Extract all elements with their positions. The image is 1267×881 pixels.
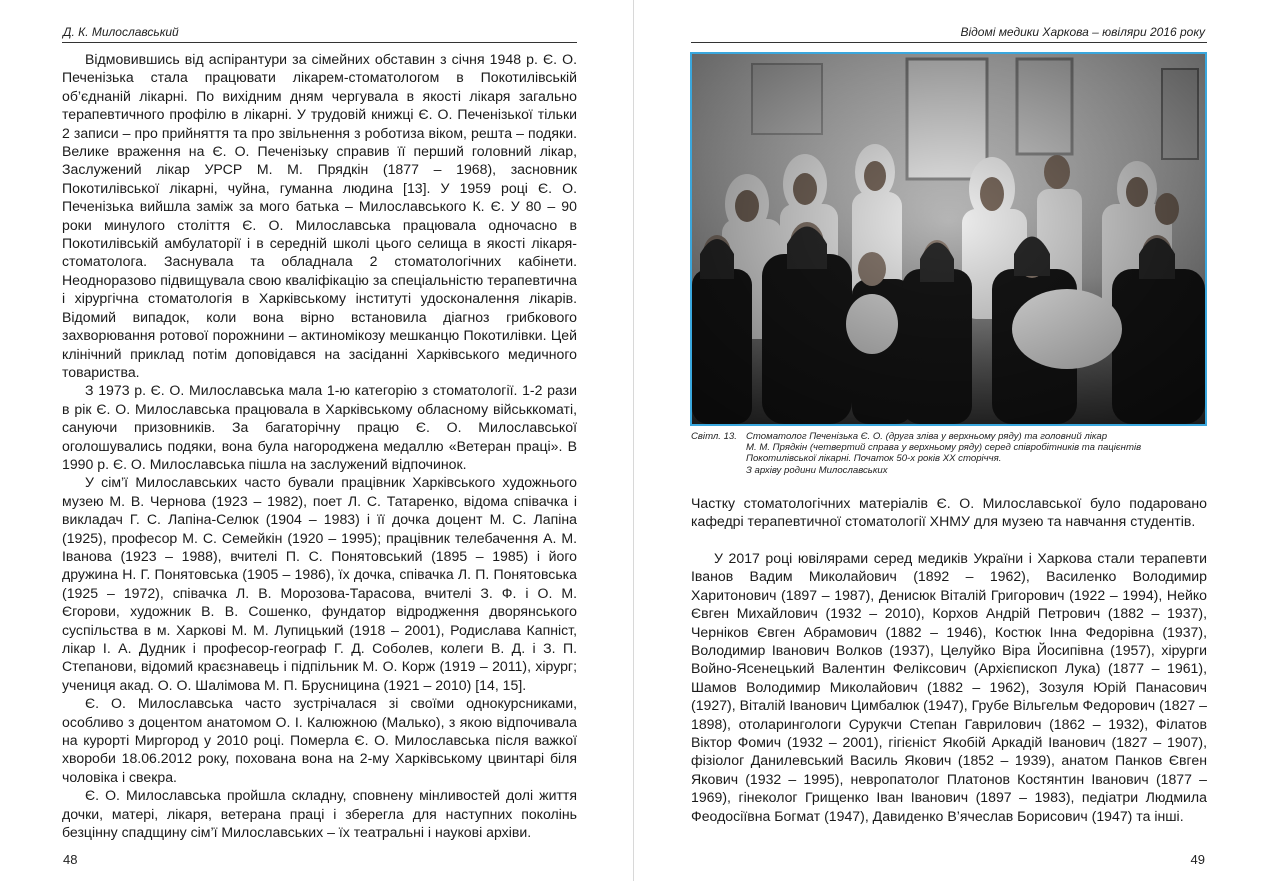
paragraph: Є. О. Милославська пройшла складну, сповнену мінливостей долі життя дочки, матері, лікаря, ветерана праці і зберегла для наступних поколінь безцінну спадщину сім’ї Милославських – їх театральні і наукові архіви. — [62, 787, 577, 841]
caption-line: М. М. Прядкін (четвертий справа у верхньому ряду) серед співробітників та пацієнтів — [746, 442, 1142, 454]
page-number: 48 — [63, 852, 78, 867]
paragraph: У сім’ї Милославських часто бували працівник Харківського художнього музею М. В. Чернова (1923 – 1982), поет Л. С. Татаренко, відома співачка і викладач Г. С. Лапіна-Селюк (1904 – 1983) і її дочка доцент М. С. Лапіна (1925), професор М. С. Семейкін (1920 – 1995); працівник телебачення А. М. Іванова (1923 – 1988), вчителі П. С. Понятовський (1895 – 1985) і його дружина Н. Г. Понятовська (1905 – 1986), їх дочка, співачка Л. П. Понятовська (1925 – 1972), співачка Л. В. Морозова-Тарасова, вчителі З. Ф. і О. М. Єгорови, художник В. В. Сошенко, фундатор відродження дворянського суспільства в м. Харкові М. М. Лупицький (1918 – 2001), Родислава Капніст, лікар І. А. Дудник і професор-географ Г. Д. Соболев, колеги В. Д. і З. П. Степанови, відомий краєзнавець і підпільник М. О. Корж (1919 – 2011), хірург; учениця акад. О. О. Шалімова М. П. Брусницина (1921 – 2010) [14, 15]. — [62, 474, 577, 693]
paragraph: У 2017 році ювілярами серед медиків України і Харкова стали терапевти Іванов Вадим Миколайович (1892 – 1962), Василенко Володимир Харитонович (1897 – 1987), Денисюк Віталій Григорович (1922 – 1994), Нейко Євген Михайлович (1932 – 2010), Корхов Андрій Петрович (1882 – 1937), Черніков Євген Абрамович (1882 – 1946), Костюк Інна Федорівна (1937), Володимир Іванович Волков (1937), Целуйко Віра Йосипівна (1957), хірурги Войно-Ясенецький Валентин Феліксович (Архієпископ Лука) (1877 – 1961), Шамов Володимир Миколайович (1882 – 1962), Зозуля Юрій Панасович (1927), Віталій Іванович Цимбалюк (1947), Грубе Вільгельм Федорович (1827 – 1898), отоларингологи Сурукчи Степан Гаврилович (1862 – 1932), Філатов Віктор Фомич (1932 – 2001), гігієніст Якобій Аркадій Іванович (1827 – 1907), фізіолог Данилевський Василь Якович (1852 – 1939), анатом Панков Євген Якович (1932 – 1995), невропатолог Платонов Костянтин Іванович (1877 – 1969), гінеколог Грищенко Іван Іванович (1897 – 1983), педіатри Людмила Феодосіївна Богмат (1947), Давиденко В’ячеслав Борисович (1947) та інші. — [691, 550, 1207, 824]
caption-label: Світл. 13. — [691, 431, 737, 442]
running-head-title: Відомі медики Харкова – ювіляри 2016 року — [960, 25, 1205, 39]
right-page — [634, 0, 1267, 881]
running-head-author: Д. К. Милославський — [63, 25, 179, 39]
left-body-text — [62, 50, 577, 841]
caption-line: Стоматолог Печенізька Є. О. (друга зліва у верхньому ряду) та головний лікар — [746, 431, 1108, 442]
caption-line: Покотилівської лікарні. Початок 50-х років ХХ сторіччя. — [746, 453, 1002, 465]
caption-body — [746, 431, 1206, 476]
paragraph: З 1973 р. Є. О. Милославська мала 1-ю категорію з стоматології. 1-2 рази в рік Є. О. Милославська працювала в Харківському обласному військкоматі, сануючи призовників. За багаторічну працю Є. О. Милославської оголошувались подяки, вона була нагороджена медаллю «Ветеран праці». В 1990 р. Є. О. Милославська пішла на заслужений відпочинок. — [62, 382, 577, 472]
right-body-text-continued — [691, 494, 1207, 531]
paragraph: Є. О. Милославська часто зустрічалася зі своїми однокурсниками, особливо з доцентом анатомом О. І. Калюжною (Малько), з якою відпочивала на курорті Миргород у 2010 році. Померла Є. О. Милославська після важкої хвороби 18.06.2012 року, похована вона на 2-му Харківському цвинтарі біля чоловіка і свекра. — [62, 695, 577, 785]
header-rule — [62, 42, 577, 43]
caption-line: З архіву родини Милославських — [746, 464, 888, 476]
page-number: 49 — [1190, 852, 1205, 867]
right-body-text — [691, 549, 1207, 825]
group-photo-image — [690, 52, 1207, 426]
header-rule — [691, 42, 1207, 43]
paragraph: Відмовившись від аспірантури за сімейних обставин з січня 1948 р. Є. О. Печенізька стала працювати лікарем-стоматологом в Покотилівській об’єднаній лікарні. По вихідним дням чергувала в якості лікаря загально терапевтичного профілю в лікарні. У трудовій книжці Є. О. Печенізької тільки 2 записи – про прийняття та про звільнення з роботиза віком, решта – подяки. Велике враження на Є. О. Печенізьку справив її перший головний лікар, Заслужений лікар УРСР М. М. Прядкін (1877 – 1968), засновник Покотилівської лікарні, чуйна, гуманна людина [13]. У 1959 році Є. О. Печенізька вийшла заміж за мого батька – Милославського К. Є. У 80 – 90 роки минулого століття Є. О. Милославська працювала одночасно в Покотилівській амбулаторії і в середній школі цього селища в якості лікаря-стоматолога. Заснувала та обладнала 2 стоматологічних кабінети. Неодноразово підвищувала свою кваліфікацію за спеціальністю терапевтична і хірургічна стоматологія в Харківському інституті удосконалення лікарів. Відомий випадок, коли вона вірно встановила діагноз грибкового захворювання ротової порожнини – актиномікозу мешканцю Покотилівки. Цей клінічний приклад потім доповідався на засіданні Харківського медичного товариства. — [62, 51, 577, 380]
paragraph: Частку стоматологічних матеріалів Є. О. Милославської було подаровано кафедрі терапевтичної стоматології ХНМУ для музею та навчання студентів. — [691, 495, 1207, 530]
